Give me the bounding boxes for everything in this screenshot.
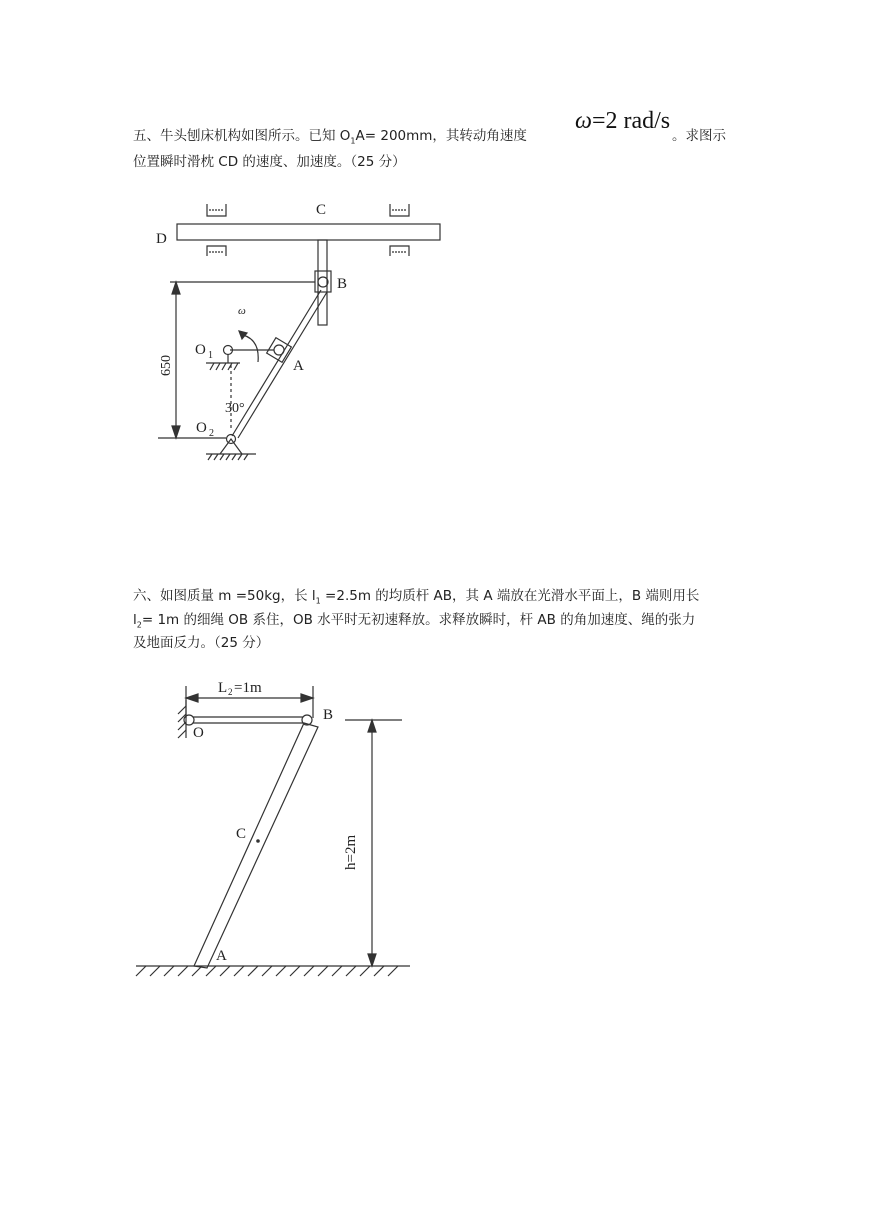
rod-rope-figure [130,670,420,990]
shaper-mechanism-figure [140,190,460,475]
p5-sub-1: 1 [350,136,356,146]
label-650: 650 [159,355,174,376]
guide-bottom-left [207,246,226,256]
vertical-guide-rod [318,240,327,325]
p6-text-a: 六、如图质量 m =50kg，长 l [133,588,316,604]
p6-text-b: =2.5m 的均质杆 AB，其 A 端放在光滑水平面上，B 端则用长 [320,588,700,604]
slider-B [315,271,331,292]
label-L2: L [218,680,228,696]
p6-text-e: 及地面反力。（25 分） [133,635,270,651]
label-O2: O [196,420,207,436]
label-O: O [193,725,204,741]
label-angle-30: 30° [225,401,245,416]
label-D: D [156,231,167,247]
label-B: B [337,276,348,292]
center-of-mass-C [256,839,260,843]
label-A: A [216,948,227,964]
p6-text-c: l [133,612,137,628]
label-C: C [236,826,247,842]
label-O1: O [195,342,206,358]
label-C: C [316,202,327,218]
pin-A [274,345,284,355]
omega-arrow [243,335,258,362]
p5-text-a: 五、牛头刨床机构如图所示。已知 O [133,128,351,144]
label-h: h=2m [343,834,359,870]
p6-sub-1: 1 [315,596,321,606]
label-L2-sub: 2 [228,687,233,697]
label-L2-value: =1m [234,680,262,696]
p6-text-d: = 1m 的细绳 OB 系住，OB 水平时无初速释放。求释放瞬时，杆 AB 的角加速度、绳的张力 [141,612,696,628]
omega-formula [575,108,670,135]
problem5-line1-suffix [672,123,726,149]
guide-bottom-right [390,246,409,256]
rod-AB [194,723,318,968]
p6-sub-2: 2 [136,620,142,630]
p5-text-b: A= 200mm，其转动角速度 [355,128,527,144]
p5-text-d: 位置瞬时滑枕 CD 的速度、加速度。（25 分） [133,154,406,170]
problem6-line3 [133,630,269,656]
label-O2-sub: 2 [209,428,214,439]
label-B: B [323,707,334,723]
label-omega: ω [238,305,246,317]
problem5-line2 [133,149,406,175]
ram-CD [177,224,440,240]
p5-text-c: 。求图示 [672,128,726,144]
omega-symbol: ω [575,108,592,134]
rocker-link-b [238,292,327,438]
label-O1-sub: 1 [208,350,213,361]
omega-value: =2 rad/s [591,108,671,134]
label-A: A [293,358,304,374]
